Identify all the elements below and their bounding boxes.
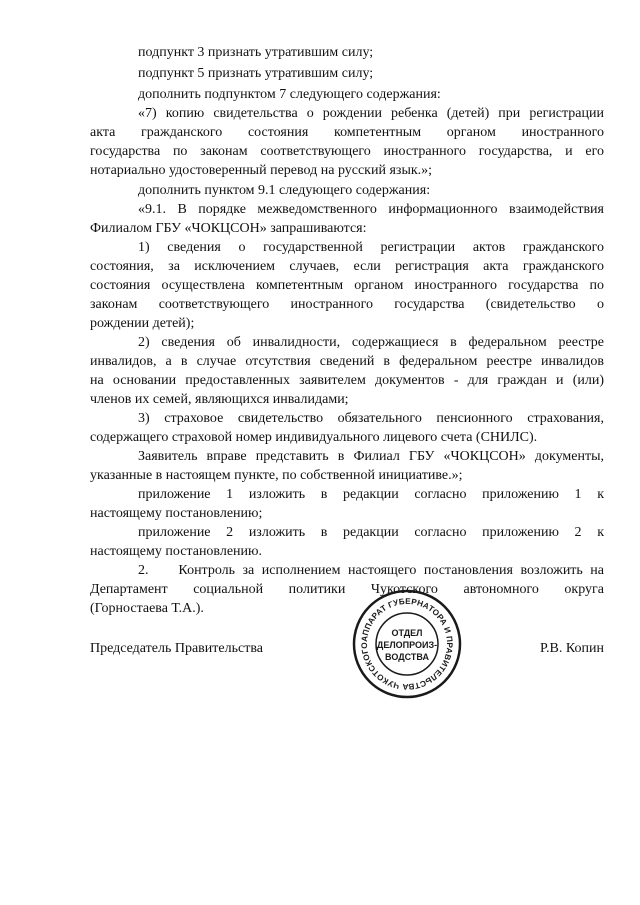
text-line: содержащего страховой номер индивидуального лицевого счета (СНИЛС). [90,430,538,445]
text-line: акта гражданского состояния компетентным органом иностранного [90,125,604,140]
text-line: Департамент социальной политики Чукотского автономного округа [90,582,604,597]
text-line: указанные в настоящем пункте, по собственной инициативе.»; [90,468,463,483]
text-line: рождении детей); [90,316,195,331]
text-line: состояния, за исключением случаев, если регистрация акта гражданского [90,259,604,274]
text-line: законам соответствующего иностранного государства (свидетельство о [90,297,604,312]
text-line: дополнить подпунктом 7 следующего содержания: [138,87,441,102]
text-line: членов их семей, являющихся инвалидами; [90,392,349,407]
text-line: 3) страховое свидетельство обязательного пенсионного страхования, [138,411,604,426]
text-line: государства по законам соответствующего иностранного государства, и его [90,144,604,159]
stamp-ring-text: АППАРАТ ГУБЕРНАТОРА И ПРАВИТЕЛЬСТВА ЧУКОТСКОГО [359,596,455,692]
text-line: «9.1. В порядке межведомственного информационного взаимодействия [138,202,604,217]
text-line: Заявитель вправе представить в Филиал ГБУ «ЧОКЦСОН» документы, [138,449,604,464]
text-line: нотариально удостоверенный перевод на русский язык.»; [90,163,433,178]
stamp-seal-icon [351,588,463,700]
text-line: инвалидов, а в случае отсутствия сведений в федеральном реестре инвалидов [90,354,604,369]
text-line: на основании предоставленных заявителем документов - для граждан и (или) [90,373,604,388]
text-line: 2. Контроль за исполнением настоящего постановления возложить на [138,563,604,578]
text-line: дополнить пунктом 9.1 следующего содержания: [138,183,431,198]
stamp-center-line: ОТДЕЛ [391,628,423,638]
signature-position: Председатель Правительства [90,641,263,656]
text-line: «7) копию свидетельства о рождении ребенка (детей) при регистрации [138,106,604,121]
stamp-center-line: ВОДСТВА [385,652,429,662]
text-line: приложение 2 изложить в редакции согласно приложению 2 к [138,525,604,540]
official-stamp [351,588,463,700]
text-line: состояния осуществлена компетентным органом иностранного государства по [90,278,604,293]
text-line: подпункт 5 признать утратившим силу; [138,66,374,81]
text-line: настоящему постановлению; [90,506,263,521]
text-line: 2) сведения об инвалидности, содержащиеся в федеральном реестре [138,335,604,350]
stamp-center-line: ДЕЛОПРОИЗ- [376,640,438,650]
text-line: 1) сведения о государственной регистрации актов гражданского [138,240,604,255]
signature-name: Р.В. Копин [540,641,604,656]
text-line: (Горностаева Т.А.). [90,601,204,616]
text-line: настоящему постановлению. [90,544,262,559]
text-line: приложение 1 изложить в редакции согласно приложению 1 к [138,487,604,502]
text-line: Филиалом ГБУ «ЧОКЦСОН» запрашиваются: [90,221,367,236]
text-line: подпункт 3 признать утратившим силу; [138,45,374,60]
